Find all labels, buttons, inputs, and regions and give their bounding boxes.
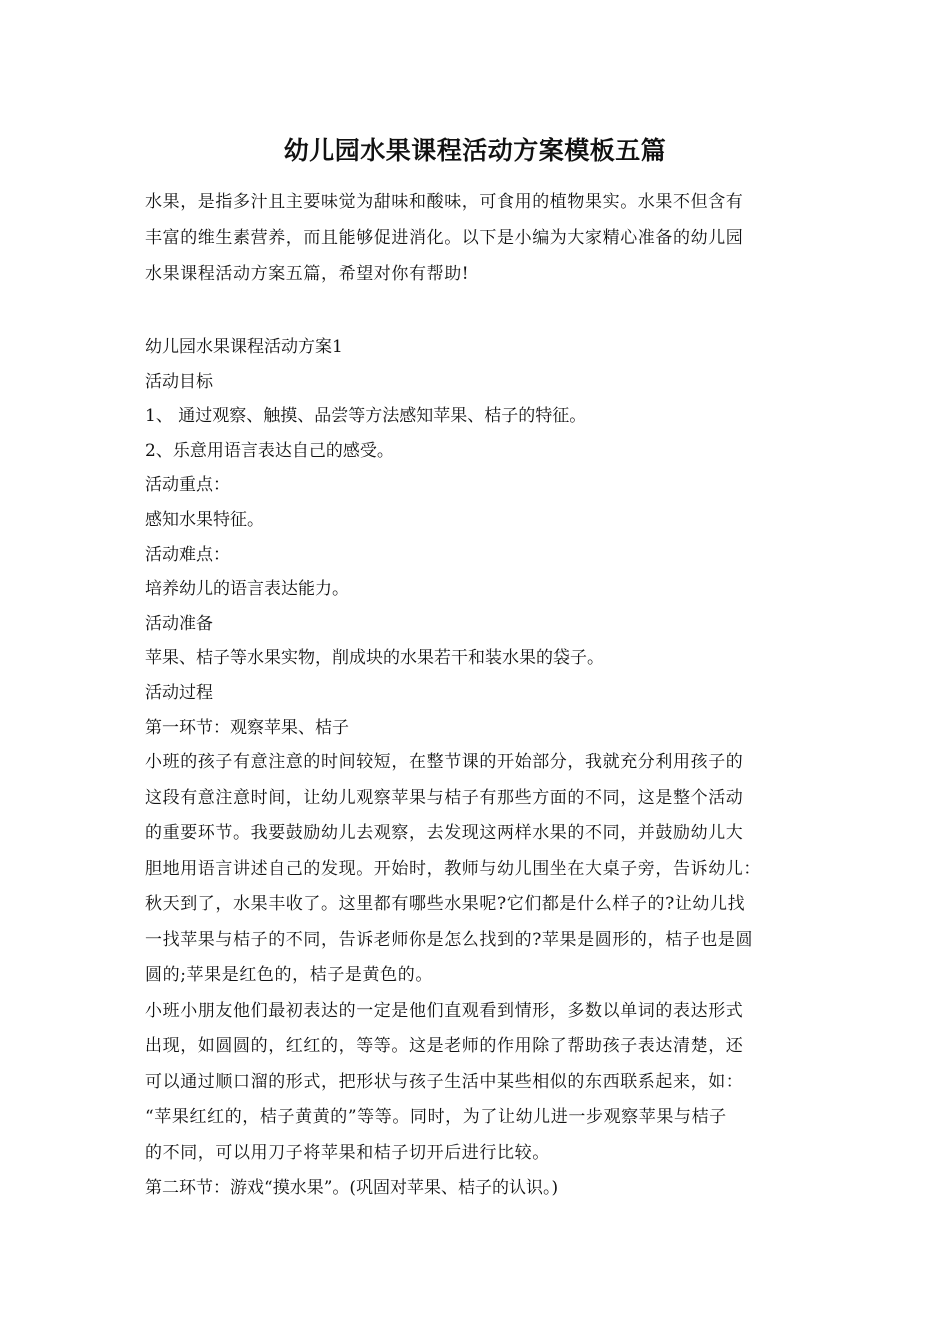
difficulty-text: 培养幼儿的语言表达能力。: [145, 579, 349, 600]
paragraph-line: 可以通过顺口溜的形式，把形状与孩子生活中某些相似的东西联系起来，如：: [145, 1071, 744, 1092]
paragraph-line: 这段有意注意时间，让幼儿观察苹果与桔子有那些方面的不同，这是整个活动: [145, 787, 744, 808]
goal-item: 1、 通过观察、触摸、品尝等方法感知苹果、桔子的特征。: [145, 406, 587, 427]
step-heading: 第二环节：游戏“摸水果”。(巩固对苹果、桔子的认识。): [145, 1178, 559, 1199]
paragraph-line: 的重要环节。我要鼓励幼儿去观察，去发现这两样水果的不同，并鼓励幼儿大: [145, 823, 744, 844]
goal-item: 2、乐意用语言表达自己的感受。: [145, 440, 394, 461]
paragraph-line: 秋天到了，水果丰收了。这里都有哪些水果呢?它们都是什么样子的?让幼儿找: [145, 894, 746, 915]
preparation-text: 苹果、桔子等水果实物，削成块的水果若干和装水果的袋子。: [145, 648, 604, 669]
body-paragraph: [145, 994, 813, 1172]
key-point-text: 感知水果特征。: [145, 509, 264, 530]
key-point-label: 活动重点：: [145, 475, 230, 496]
paragraph-line: 出现，如圆圆的，红红的，等等。这是老师的作用除了帮助孩子表达清楚，还: [145, 1036, 744, 1057]
paragraph-line: “苹果红红的，桔子黄黄的”等等。同时，为了让幼儿进一步观察苹果与桔子: [145, 1107, 727, 1128]
process-label: 活动过程: [145, 682, 213, 703]
intro-line: 水果课程活动方案五篇，希望对你有帮助!: [145, 264, 470, 284]
intro-line: 水果，是指多汁且主要味觉为甜味和酸味，可食用的植物果实。水果不但含有: [145, 192, 744, 212]
paragraph-line: 小班的孩子有意注意的时间较短，在整节课的开始部分，我就充分利用孩子的: [145, 752, 744, 773]
intro-paragraph: [145, 184, 813, 292]
paragraph-line: 小班小朋友他们最初表达的一定是他们直观看到情形，多数以单词的表达形式: [145, 1000, 744, 1021]
paragraph-line: 的不同，可以用刀子将苹果和桔子切开后进行比较。: [145, 1142, 550, 1163]
paragraph-line: 圆的;苹果是红色的，桔子是黄色的。: [145, 965, 433, 986]
document-title: 幼儿园水果课程活动方案模板五篇: [283, 136, 667, 165]
difficulty-label: 活动难点：: [145, 544, 230, 565]
section-heading: 幼儿园水果课程活动方案1: [145, 337, 343, 357]
intro-line: 丰富的维生素营养，而且能够促进消化。以下是小编为大家精心准备的幼儿园: [145, 228, 744, 248]
body-paragraph: [145, 745, 813, 994]
step-heading: 第一环节：观察苹果、桔子: [145, 717, 349, 738]
paragraph-line: 一找苹果与桔子的不同，告诉老师你是怎么找到的?苹果是圆形的，桔子也是圆: [145, 929, 754, 950]
paragraph-line: 胆地用语言讲述自己的发现。开始时，教师与幼儿围坐在大桌子旁，告诉幼儿：: [145, 858, 761, 879]
preparation-label: 活动准备: [145, 613, 213, 634]
goal-label: 活动目标: [145, 371, 213, 392]
section-1: [145, 330, 813, 1206]
